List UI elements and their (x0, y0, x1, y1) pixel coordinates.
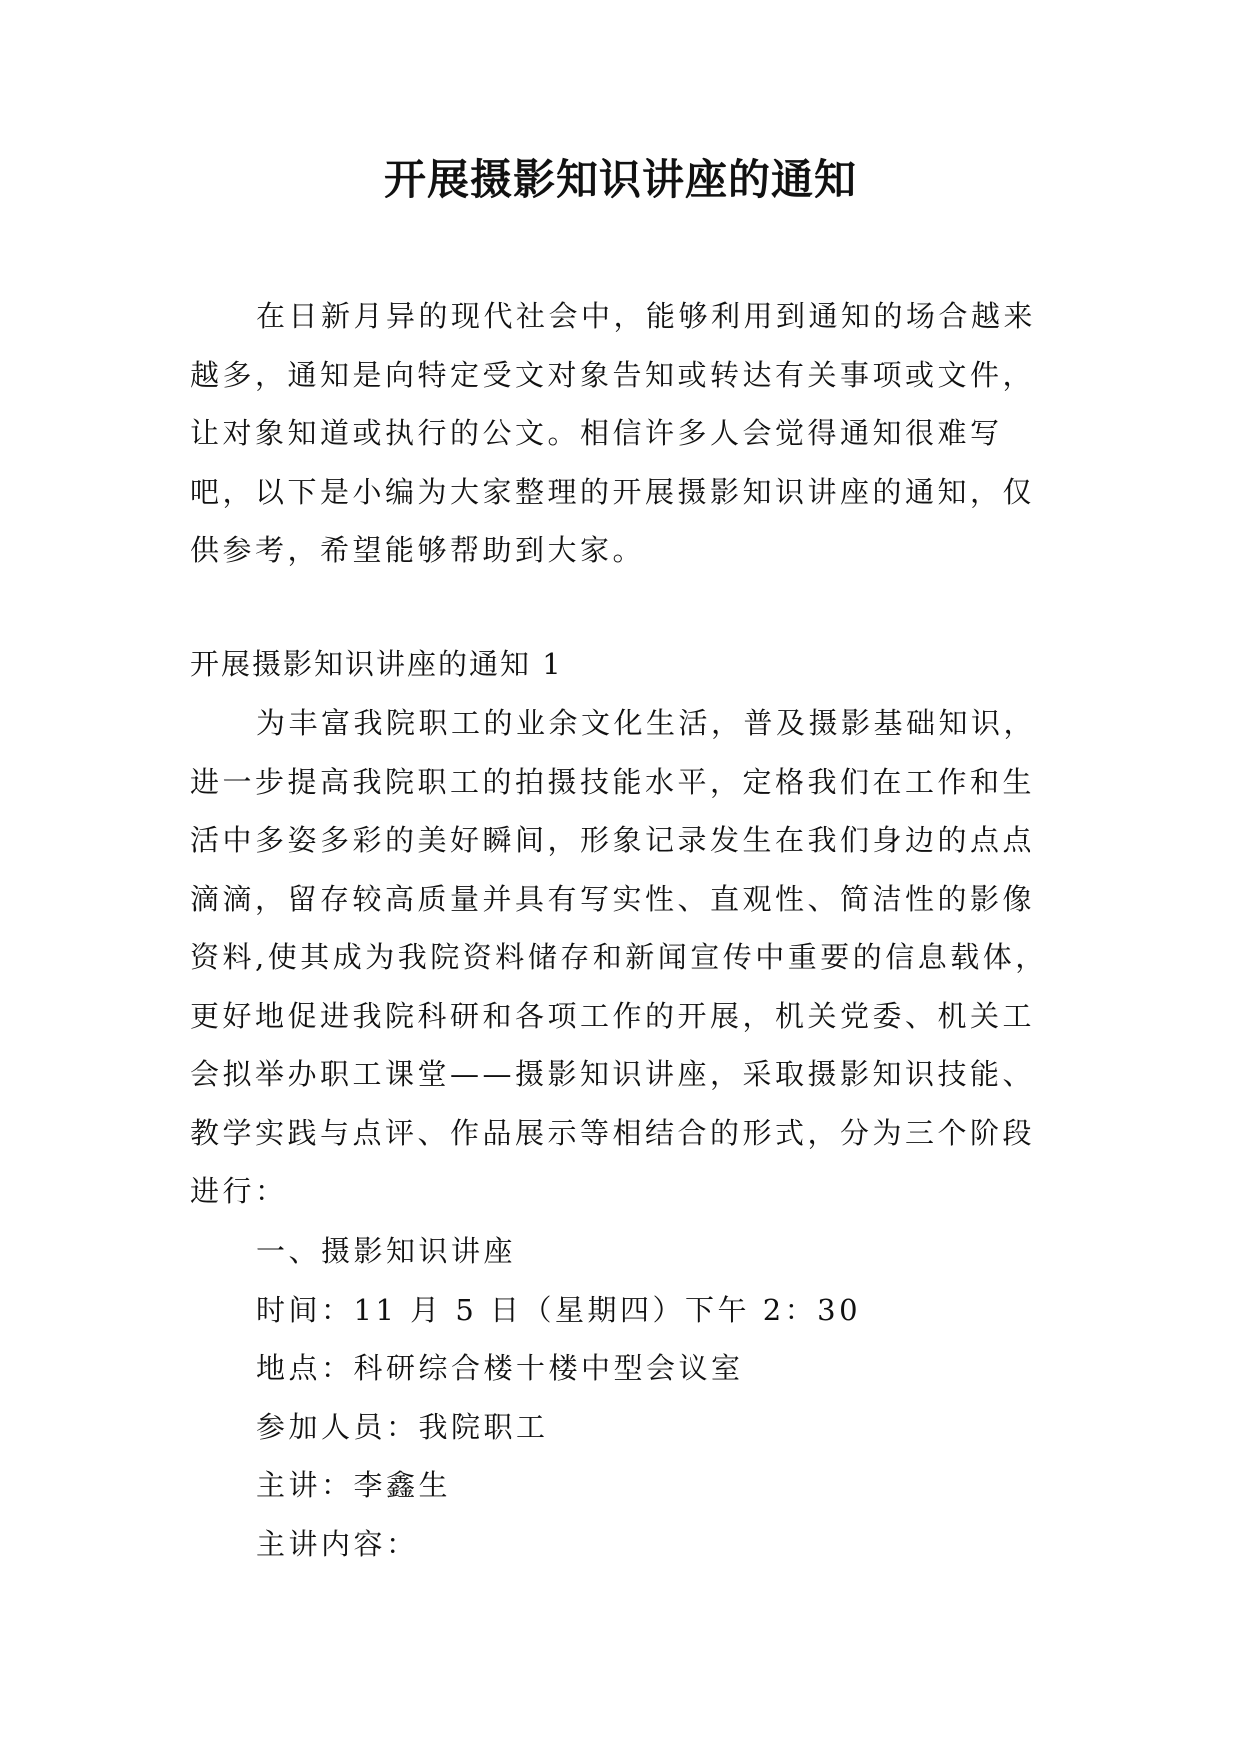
lecture-item-heading: 一、摄影知识讲座 (256, 1234, 517, 1268)
lecture-content-label: 主讲内容： (256, 1526, 419, 1561)
section-heading: 开展摄影知识讲座的通知 1 (190, 647, 563, 681)
lecture-time: 时间：11 月 5 日（星期四）下午 2：30 (256, 1292, 862, 1327)
intro-paragraph: 在日新月异的现代社会中，能够利用到通知的场合越来越多，通知是向特定受文对象告知或转达有关事项或文件，让对象知道或执行的公文。相信许多人会觉得通知很难写吧，以下是小编为大家整理的开展摄影知识讲座的通知，仅供参考，希望能够帮助到大家。 (190, 299, 1037, 567)
lecture-participants: 参加人员：我院职工 (256, 1409, 549, 1444)
lecture-location: 地点：科研综合楼十楼中型会议室 (256, 1351, 744, 1385)
lecture-details-list (256, 1222, 861, 1573)
lecture-speaker: 主讲：李鑫生 (256, 1468, 452, 1502)
document-title: 开展摄影知识讲座的通知 (383, 155, 857, 204)
notice-paragraph: 为丰富我院职工的业余文化生活，普及摄影基础知识，进一步提高我院职工的拍摄技能水平，定格我们在工作和生活中多姿多彩的美好瞬间，形象记录发生在我们身边的点点滴滴，留存较高质量并具有写实性、直观性、简洁性的影像资料,使其成为我院资料储存和新闻宣传中重要的信息载体，更好地促进我院科研和各项工作的开展，机关党委、机关工会拟举办职工课堂——摄影知识讲座，采取摄影知识技能、教学实践与点评、作品展示等相结合的形式，分为三个阶段进行： (190, 706, 1048, 1208)
